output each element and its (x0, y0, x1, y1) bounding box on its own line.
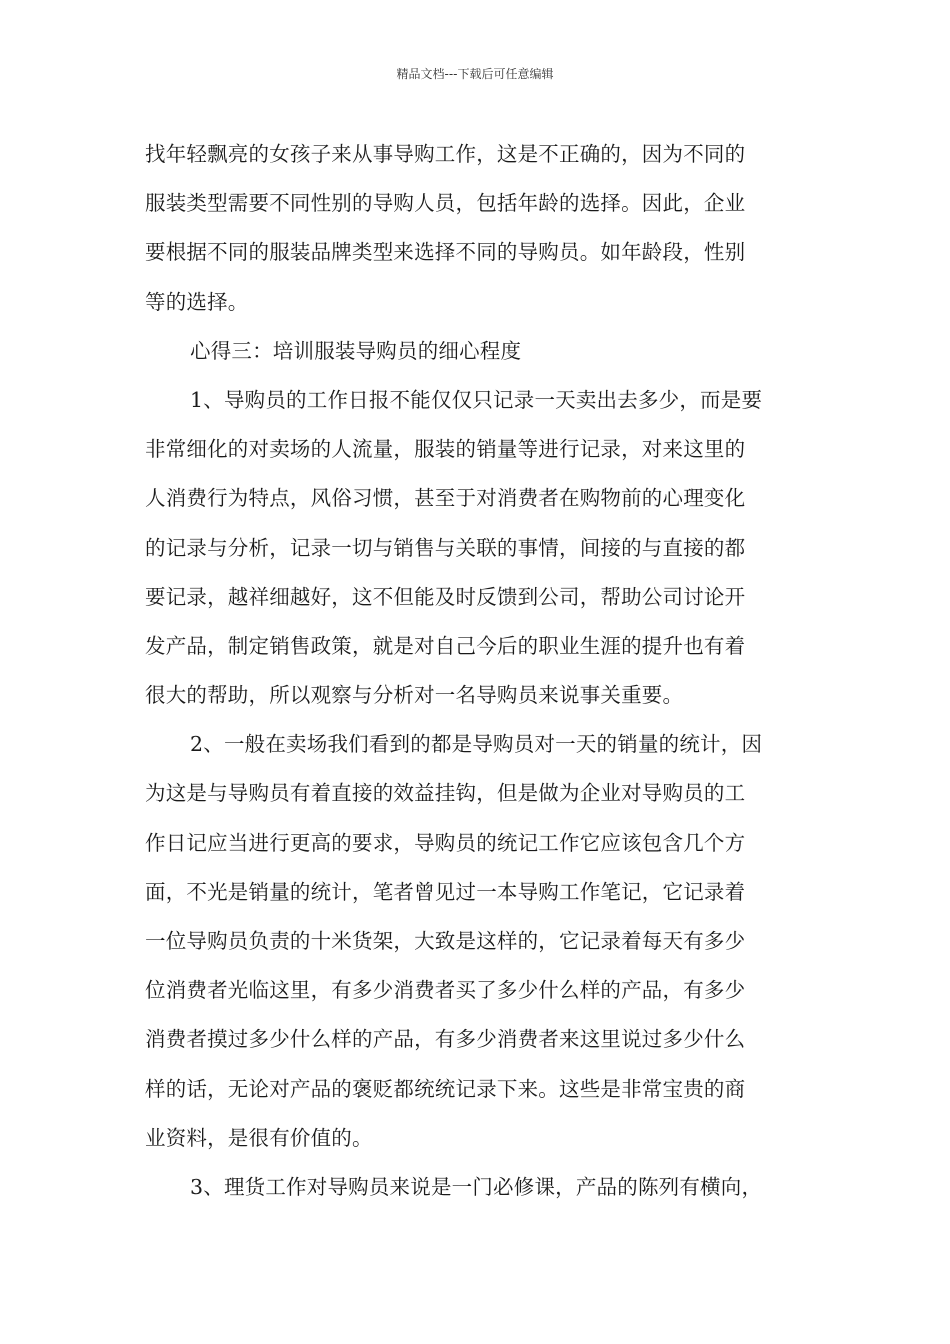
text-line: 等的选择。 (145, 289, 249, 314)
text-line: 消费者摸过多少什么样的产品，有多少消费者来这里说过多少什么 (145, 1027, 746, 1052)
text-line: 2、一般在卖场我们看到的都是导购员对一天的销量的统计，因 (190, 732, 763, 757)
page-header: 精品文档---下载后可任意编辑 (396, 67, 554, 81)
text-line: 3、理货工作对导购员来说是一门必修课，产品的陈列有横向， (190, 1174, 763, 1199)
text-line: 1、导购员的工作日报不能仅仅只记录一天卖出去多少，而是要 (190, 387, 763, 412)
text-line: 要记录，越祥细越好，这不但能及时反馈到公司，帮助公司讨论开 (145, 584, 746, 609)
text-line: 样的话，无论对产品的褒贬都统统记录下来。这些是非常宝贵的商 (145, 1076, 746, 1101)
text-line: 面，不光是销量的统计，笔者曾见过一本导购工作笔记，它记录着 (145, 879, 746, 904)
document-body (145, 130, 807, 1212)
text-line: 一位导购员负责的十米货架，大致是这样的，它记录着每天有多少 (145, 929, 746, 953)
text-line: 非常细化的对卖场的人流量，服装的销量等进行记录，对来这里的 (145, 437, 746, 462)
text-line: 很大的帮助，所以观察与分析对一名导购员来说事关重要。 (145, 683, 684, 708)
text-line: 服装类型需要不同性别的导购人员，包括年龄的选择。因此，企业 (145, 191, 746, 216)
text-line: 要根据不同的服装品牌类型来选择不同的导购员。如年龄段，性别 (145, 240, 746, 265)
text-line: 为这是与导购员有着直接的效益挂钩，但是做为企业对导购员的工 (145, 781, 746, 806)
text-line: 的记录与分析，记录一切与销售与关联的事情，间接的与直接的都 (145, 535, 746, 560)
text-line: 业资料，是很有价值的。 (145, 1125, 373, 1150)
text-line: 作日记应当进行更高的要求，导购员的统记工作它应该包含几个方 (145, 830, 746, 855)
text-line: 人消费行为特点，风俗习惯，甚至于对消费者在购物前的心理变化 (145, 486, 746, 511)
text-line: 找年轻飘亮的女孩子来从事导购工作，这是不正确的，因为不同的 (145, 142, 746, 166)
section-heading: 心得三：培训服装导购员的细心程度 (190, 338, 522, 363)
text-line: 发产品，制定销售政策，就是对自己今后的职业生涯的提升也有着 (145, 633, 746, 658)
text-line: 位消费者光临这里，有多少消费者买了多少什么样的产品，有多少 (145, 978, 746, 1003)
